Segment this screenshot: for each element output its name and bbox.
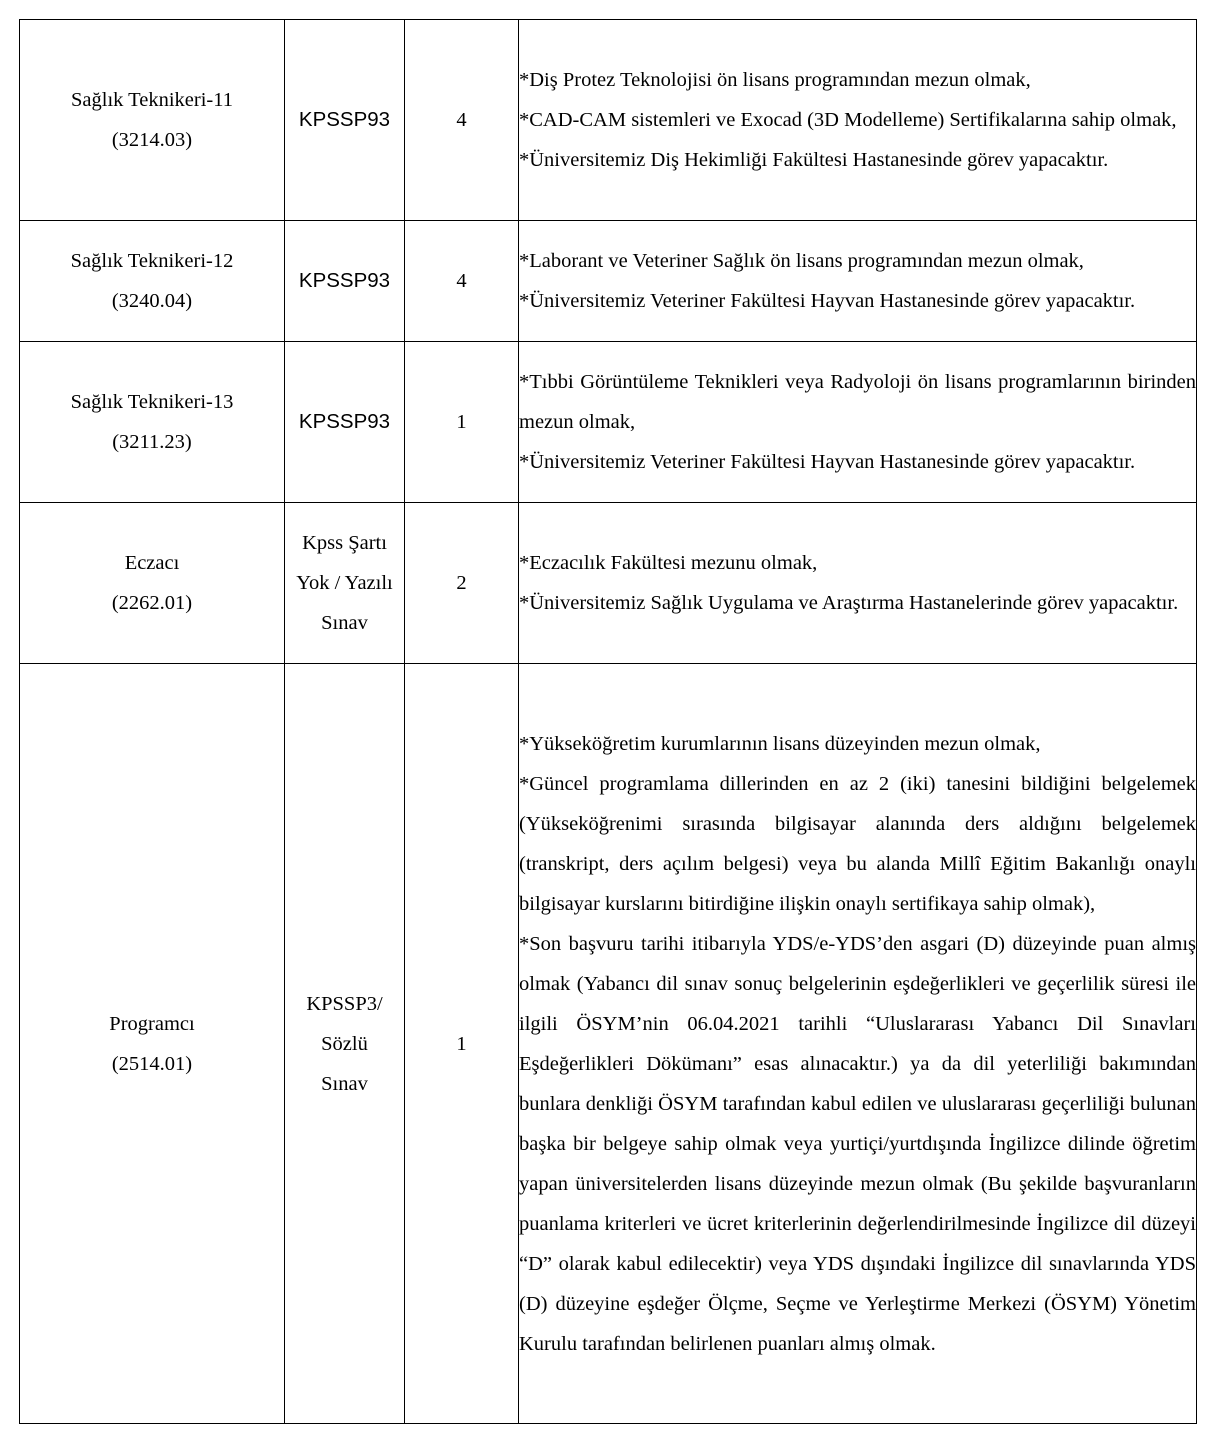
table-row bbox=[20, 664, 1197, 1424]
position-code: (3214.03) bbox=[111, 129, 193, 151]
table-row bbox=[20, 221, 1197, 342]
position-count: 1 bbox=[405, 664, 519, 1424]
position-title-cell bbox=[20, 342, 285, 503]
position-count: 2 bbox=[405, 503, 519, 664]
requirement-line: *Laborant ve Veteriner Sağlık ön lisans programından mezun olmak, bbox=[519, 250, 1084, 272]
position-code: (3211.23) bbox=[112, 431, 192, 453]
position-code: (3240.04) bbox=[111, 290, 193, 312]
requirements-cell bbox=[519, 221, 1197, 342]
position-title-cell bbox=[20, 664, 285, 1424]
position-code: (2262.01) bbox=[111, 592, 193, 614]
table-row bbox=[20, 20, 1197, 221]
requirement-line: *Diş Protez Teknolojisi ön lisans programından mezun olmak, bbox=[519, 69, 1031, 91]
score-type: KPSSP93 bbox=[285, 20, 405, 221]
requirement-line: *Eczacılık Fakültesi mezunu olmak, bbox=[519, 552, 818, 574]
position-title: Sağlık Teknikeri-12 bbox=[70, 250, 234, 272]
position-title-cell bbox=[20, 20, 285, 221]
requirement-line: *Üniversitemiz Veteriner Fakültesi Hayvan Hastanesinde görev yapacaktır. bbox=[519, 451, 1136, 473]
requirement-line: *Üniversitemiz Diş Hekimliği Fakültesi Hastanesinde görev yapacaktır. bbox=[519, 149, 1109, 171]
requirement-line: *Üniversitemiz Sağlık Uygulama ve Araştırma Hastanelerinde görev yapacaktır. bbox=[519, 592, 1179, 614]
score-type: Kpss Şartı Yok / Yazılı Sınav bbox=[285, 503, 405, 664]
requirement-line: *CAD-CAM sistemleri ve Exocad (3D Modelleme) Sertifikalarına sahip olmak, bbox=[519, 109, 1177, 131]
score-type: KPSSP3/ Sözlü Sınav bbox=[285, 664, 405, 1424]
position-title: Sağlık Teknikeri-11 bbox=[71, 89, 233, 111]
position-title: Programcı bbox=[109, 1012, 195, 1035]
requirement-line: *Güncel programlama dillerinden en az 2 (iki) tanesini bildiğini belgelemek (Yükseköğrenimi sırasında bilgisayar alanında ders aldığını belgelemek (transkript, ders açılım belgesi) veya bu alanda Millî Eğitim Bakanlığı onaylı bilgisayar kurslarını bitirdiğine ilişkin onaylı sertifikaya sahip olmak), bbox=[519, 772, 1196, 915]
position-title: Eczacı bbox=[124, 552, 180, 574]
position-count: 1 bbox=[405, 342, 519, 503]
position-count: 4 bbox=[405, 221, 519, 342]
table-row bbox=[20, 342, 1197, 503]
positions-table bbox=[19, 19, 1197, 1424]
position-count: 4 bbox=[405, 20, 519, 221]
requirement-line: *Tıbbi Görüntüleme Teknikleri veya Radyoloji ön lisans programlarının birinden mezun olmak, bbox=[519, 371, 1196, 433]
position-title-cell bbox=[20, 503, 285, 664]
requirements-cell bbox=[519, 664, 1197, 1424]
requirements-cell bbox=[519, 20, 1197, 221]
position-title: Sağlık Teknikeri-13 bbox=[70, 391, 234, 413]
position-code: (2514.01) bbox=[111, 1052, 193, 1075]
score-type: KPSSP93 bbox=[285, 342, 405, 503]
requirements-cell bbox=[519, 342, 1197, 503]
table-row bbox=[20, 503, 1197, 664]
requirement-line: *Üniversitemiz Veteriner Fakültesi Hayvan Hastanesinde görev yapacaktır. bbox=[519, 290, 1136, 312]
requirement-line: *Son başvuru tarihi itibarıyla YDS/e-YDS’den asgari (D) düzeyinde puan almış olmak (Yabancı dil sınav sonuç belgelerinin eşdeğerlikleri ve geçerlilik süresi ile ilgili ÖSYM’nin 06.04.2021 tarihli “Uluslararası Yabancı Dil Sınavları Eşdeğerlikleri Dökümanı” esas alınacaktır.) ya da dil yeterliliği bakımından bunlara denkliği ÖSYM tarafından kabul edilen ve uluslararası geçerliliği bulunan başka bir belgeye sahip olmak veya yurtiçi/yurtdışında İngilizce dilinde öğretim yapan üniversitelerden lisans düzeyinde mezun olmak (Bu şekilde başvuranların puanlama kriterleri ve ücret kriterlerinin değerlendirilmesinde İngilizce dil düzeyi “D” olarak kabul edilecektir) veya YDS dışındaki İngilizce dil sınavlarında YDS (D) düzeyine eşdeğer Ölçme, Seçme ve Yerleştirme Merkezi (ÖSYM) Yönetim Kurulu tarafından belirlenen puanları almış olmak. bbox=[519, 932, 1196, 1355]
requirements-cell bbox=[519, 503, 1197, 664]
requirement-line: *Yükseköğretim kurumlarının lisans düzeyinden mezun olmak, bbox=[519, 732, 1041, 755]
position-title-cell bbox=[20, 221, 285, 342]
score-type: KPSSP93 bbox=[285, 221, 405, 342]
